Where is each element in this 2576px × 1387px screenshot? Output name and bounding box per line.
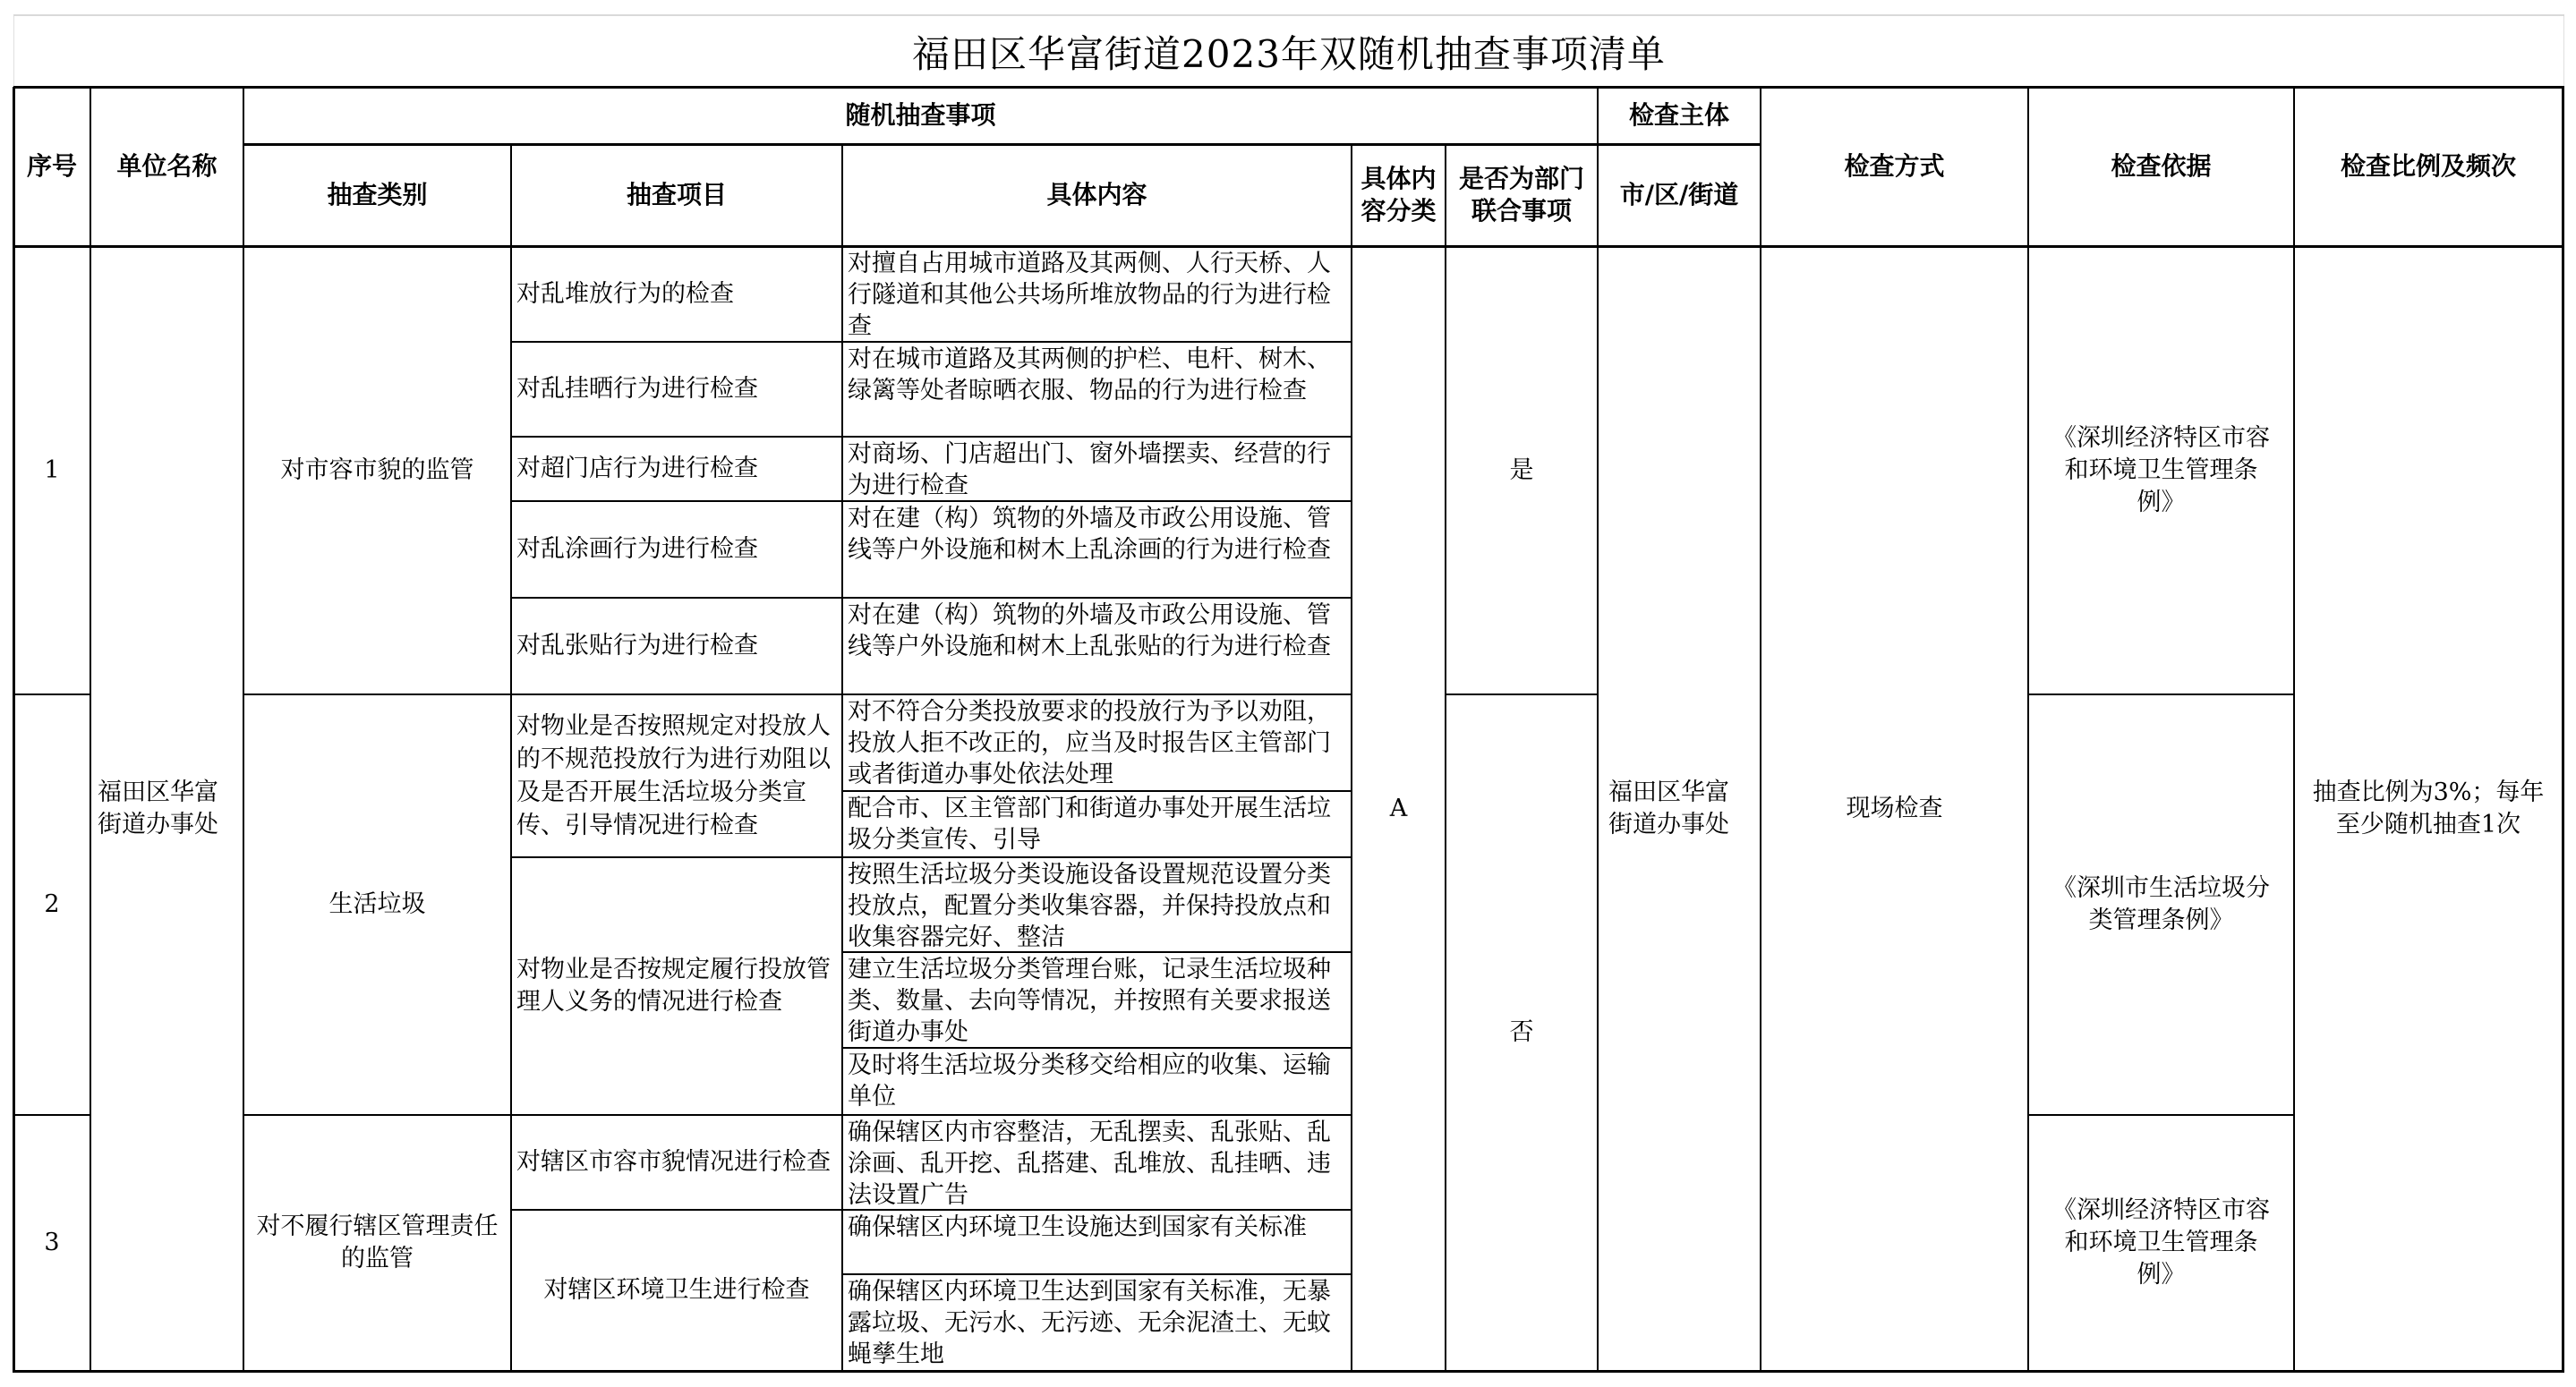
row-3-seq: 3 [44, 1229, 60, 1256]
row-2-item-2: 对物业是否按规定履行投放管理人义务的情况进行检查 [516, 956, 831, 1016]
header-content: 具体内容 [1046, 180, 1147, 209]
row-2-content-1: 对不符合分类投放要求的投放行为予以劝阻，投放人拒不改正的，应当及时报告区主管部门或者街道办事处依法处理 [848, 698, 1331, 788]
row-2-content-2: 配合市、区主管部门和街道办事处开展生活垃圾分类宣传、引导 [848, 795, 1331, 854]
grid-line [511, 597, 1352, 599]
row-2-item-1: 对物业是否按照规定对投放人的不规范投放行为进行劝阻以及是否开展生活垃圾分类宣传、引导情况进行检查 [516, 712, 831, 839]
grid-line [13, 1370, 2564, 1373]
header-subject-level: 市/区/街道 [1619, 180, 1739, 209]
row-1-item-3: 对超门店行为进行检查 [516, 455, 758, 482]
grid-line [2028, 694, 2294, 695]
row-1-content-5: 对在建（构）筑物的外墙及市政公用设施、管线等户外设施和树木上乱张贴的行为进行检查 [848, 601, 1331, 660]
grid-line [1597, 87, 1599, 1373]
grid-line [1760, 87, 1761, 1373]
page-title: 福田区华富街道2023年双随机抽查事项清单 [13, 16, 2564, 87]
grid-line [13, 87, 15, 1373]
grid-line [510, 144, 512, 1373]
grid-line [13, 694, 90, 695]
grid-line [243, 87, 244, 1373]
grid-line [842, 951, 1352, 953]
unit-name: 福田区华富街道办事处 [98, 778, 218, 838]
row-1-content-2: 对在城市道路及其两侧的护栏、电杆、树木、绿篱等处者晾晒衣服、物品的行为进行检查 [848, 345, 1331, 404]
grid-line [243, 694, 1352, 695]
grid-line [243, 143, 1761, 146]
row-1-content-1: 对擅自占用城市道路及其两侧、人行天桥、人行隧道和其他公共场所堆放物品的行为进行检查 [848, 250, 1331, 340]
row-2-content-3: 按照生活垃圾分类设施设备设置规范设置分类投放点，配置分类收集容器，并保持投放点和收集容器完好、整洁 [848, 861, 1331, 951]
row-3-basis: 《深圳经济特区市容和环境卫生管理条例》 [2052, 1196, 2270, 1289]
header-item: 抽查项目 [626, 180, 727, 209]
row-3-category: 对不履行辖区管理责任的监管 [256, 1213, 499, 1272]
grid-line [511, 856, 1352, 858]
row-1-content-4: 对在建（构）筑物的外墙及市政公用设施、管线等户外设施和树木上乱涂画的行为进行检查 [848, 505, 1331, 564]
row-3-content-1: 确保辖区内市容整洁，无乱摆卖、乱张贴、乱涂画、乱开挖、乱搭建、乱堆放、乱挂晒、违法设置广告 [848, 1119, 1331, 1209]
content-class: A [1389, 794, 1408, 822]
grid-line [511, 500, 1352, 502]
row-3-content-2: 确保辖区内环境卫生设施达到国家有关标准 [848, 1213, 1307, 1241]
row-3-item-2: 对辖区环境卫生进行检查 [543, 1276, 810, 1304]
row-2-3-joint: 否 [1509, 1018, 1534, 1046]
header-content-class: 具体内容分类 [1361, 164, 1437, 225]
row-1-item-4: 对乱涂画行为进行检查 [516, 535, 758, 563]
grid-line [90, 87, 91, 1373]
grid-line [511, 436, 1352, 438]
header-subject: 检查主体 [1628, 100, 1729, 130]
grid-line [842, 1047, 1352, 1049]
grid-line [2293, 87, 2295, 1373]
row-3-item-1: 对辖区市容市貌情况进行检查 [516, 1148, 831, 1176]
row-1-joint: 是 [1509, 455, 1534, 484]
grid-line [1445, 144, 1446, 1373]
inspection-ratio: 抽查比例为3%；每年至少随机抽查1次 [2312, 778, 2545, 838]
header-seq: 序号 [26, 151, 77, 181]
inspection-method: 现场检查 [1846, 794, 1943, 822]
header-ratio: 检查比例及频次 [2340, 151, 2516, 181]
grid-line [1446, 694, 1598, 695]
grid-line [841, 144, 843, 1373]
row-2-basis: 《深圳市生活垃圾分类管理条例》 [2052, 874, 2270, 934]
header-method: 检查方式 [1844, 151, 1945, 181]
header-random-items: 随机抽查事项 [845, 100, 996, 130]
grid-line [2028, 1114, 2294, 1116]
grid-line [842, 790, 1352, 792]
row-1-category: 对市容市貌的监管 [280, 455, 474, 484]
grid-line [842, 1273, 1352, 1275]
header-category: 抽查类别 [327, 180, 428, 209]
grid-line [243, 1114, 1352, 1116]
grid-line [1351, 144, 1352, 1373]
row-1-item-2: 对乱挂晒行为进行检查 [516, 375, 758, 403]
grid-line [13, 1114, 90, 1116]
header-joint: 是否为部门联合事项 [1458, 164, 1584, 225]
row-2-category: 生活垃圾 [328, 890, 426, 918]
row-1-seq: 1 [44, 455, 60, 484]
grid-line [511, 1209, 1352, 1211]
row-1-item-5: 对乱张贴行为进行检查 [516, 632, 758, 659]
grid-line [2562, 87, 2564, 1373]
inspection-subject: 福田区华富街道办事处 [1608, 778, 1729, 838]
row-2-seq: 2 [44, 890, 60, 918]
grid-line [2027, 87, 2029, 1373]
row-2-content-4: 建立生活垃圾分类管理台账，记录生活垃圾种类、数量、去向等情况，并按照有关要求报送街道办事处 [848, 956, 1331, 1046]
row-1-item-1: 对乱堆放行为的检查 [516, 279, 734, 308]
row-3-content-3: 确保辖区内环境卫生达到国家有关标准，无暴露垃圾、无污水、无污迹、无余泥渣土、无蚊蝇孳生地 [848, 1278, 1331, 1368]
header-basis: 检查依据 [2111, 151, 2212, 181]
row-1-basis: 《深圳经济特区市容和环境卫生管理条例》 [2052, 423, 2270, 516]
grid-line [511, 341, 1352, 343]
grid-line [13, 245, 2564, 248]
row-2-content-5: 及时将生活垃圾分类移交给相应的收集、运输单位 [848, 1051, 1331, 1110]
header-unit: 单位名称 [116, 151, 218, 181]
grid-line [13, 86, 2564, 89]
row-1-content-3: 对商场、门店超出门、窗外墙摆卖、经营的行为进行检查 [848, 440, 1331, 499]
